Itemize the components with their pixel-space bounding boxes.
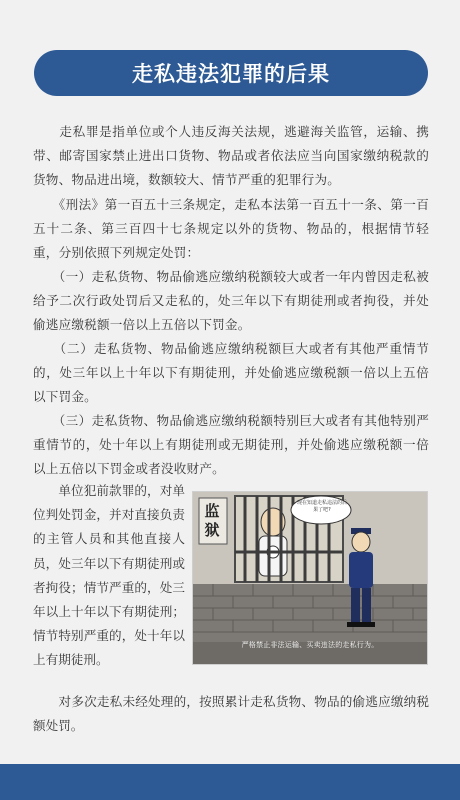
paragraph-clause-3: （三）走私货物、物品偷逃应缴纳税额特别巨大或者有其他特别严重情节的，处十年以上有期徒刑或无期徒刑，并处偷逃应缴税额一倍以上五倍以下罚金或者没收财产。 (33, 413, 429, 477)
title-banner (34, 50, 428, 96)
paragraph-unit-crime: 单位犯前款罪的，对单位判处罚金，并对直接负责的主管人员和其他直接人员，处三年以下有期徒刑或者拘役；情节严重的，处三年以上十年以下有期徒刑；情节特别严重的，处十年以上有期徒刑。 (33, 483, 185, 668)
illustration-caption: 严格禁止非法运输、买卖违法的走私行为。 (241, 641, 379, 649)
prison-sign: 监狱 (204, 502, 220, 539)
paragraph-cumulative: 对多次走私未经处理的，按照累计走私货物、物品的偷逃应缴纳税额处罚。 (33, 694, 429, 734)
prison-illustration (192, 491, 428, 665)
footer-bar (0, 764, 460, 800)
speech-bubble-text: 现在知道走私违法的后果了吧? (296, 500, 347, 513)
prison-scene-image (193, 492, 427, 664)
paragraph-definition: 走私罪是指单位或个人违反海关法规，逃避海关监管，运输、携带、邮寄国家禁止进出口货物、物品或者依法应当向国家缴纳税款的货物、物品进出境，数额较大、情节严重的犯罪行为。 (33, 124, 429, 188)
paragraph-criminal-law: 《刑法》第一百五十三条规定，走私本法第一百五十一条、第一百五十二条、第三百四十七条规定以外的货物、物品的，根据情节轻重，分别依照下列规定处罚： (33, 197, 429, 261)
paragraph-clause-1: （一）走私货物、物品偷逃应缴纳税额较大或者一年内曾因走私被给予二次行政处罚后又走私的，处三年以下有期徒刑或者拘役，并处偷逃应缴税额一倍以上五倍以下罚金。 (33, 269, 429, 333)
paragraph-clause-2: （二）走私货物、物品偷逃应缴纳税额巨大或者有其他严重情节的，处三年以上十年以下有期徒刑，并处偷逃应缴税额一倍以上五倍以下罚金。 (33, 341, 429, 405)
page-title: 走私违法犯罪的后果 (132, 62, 330, 86)
